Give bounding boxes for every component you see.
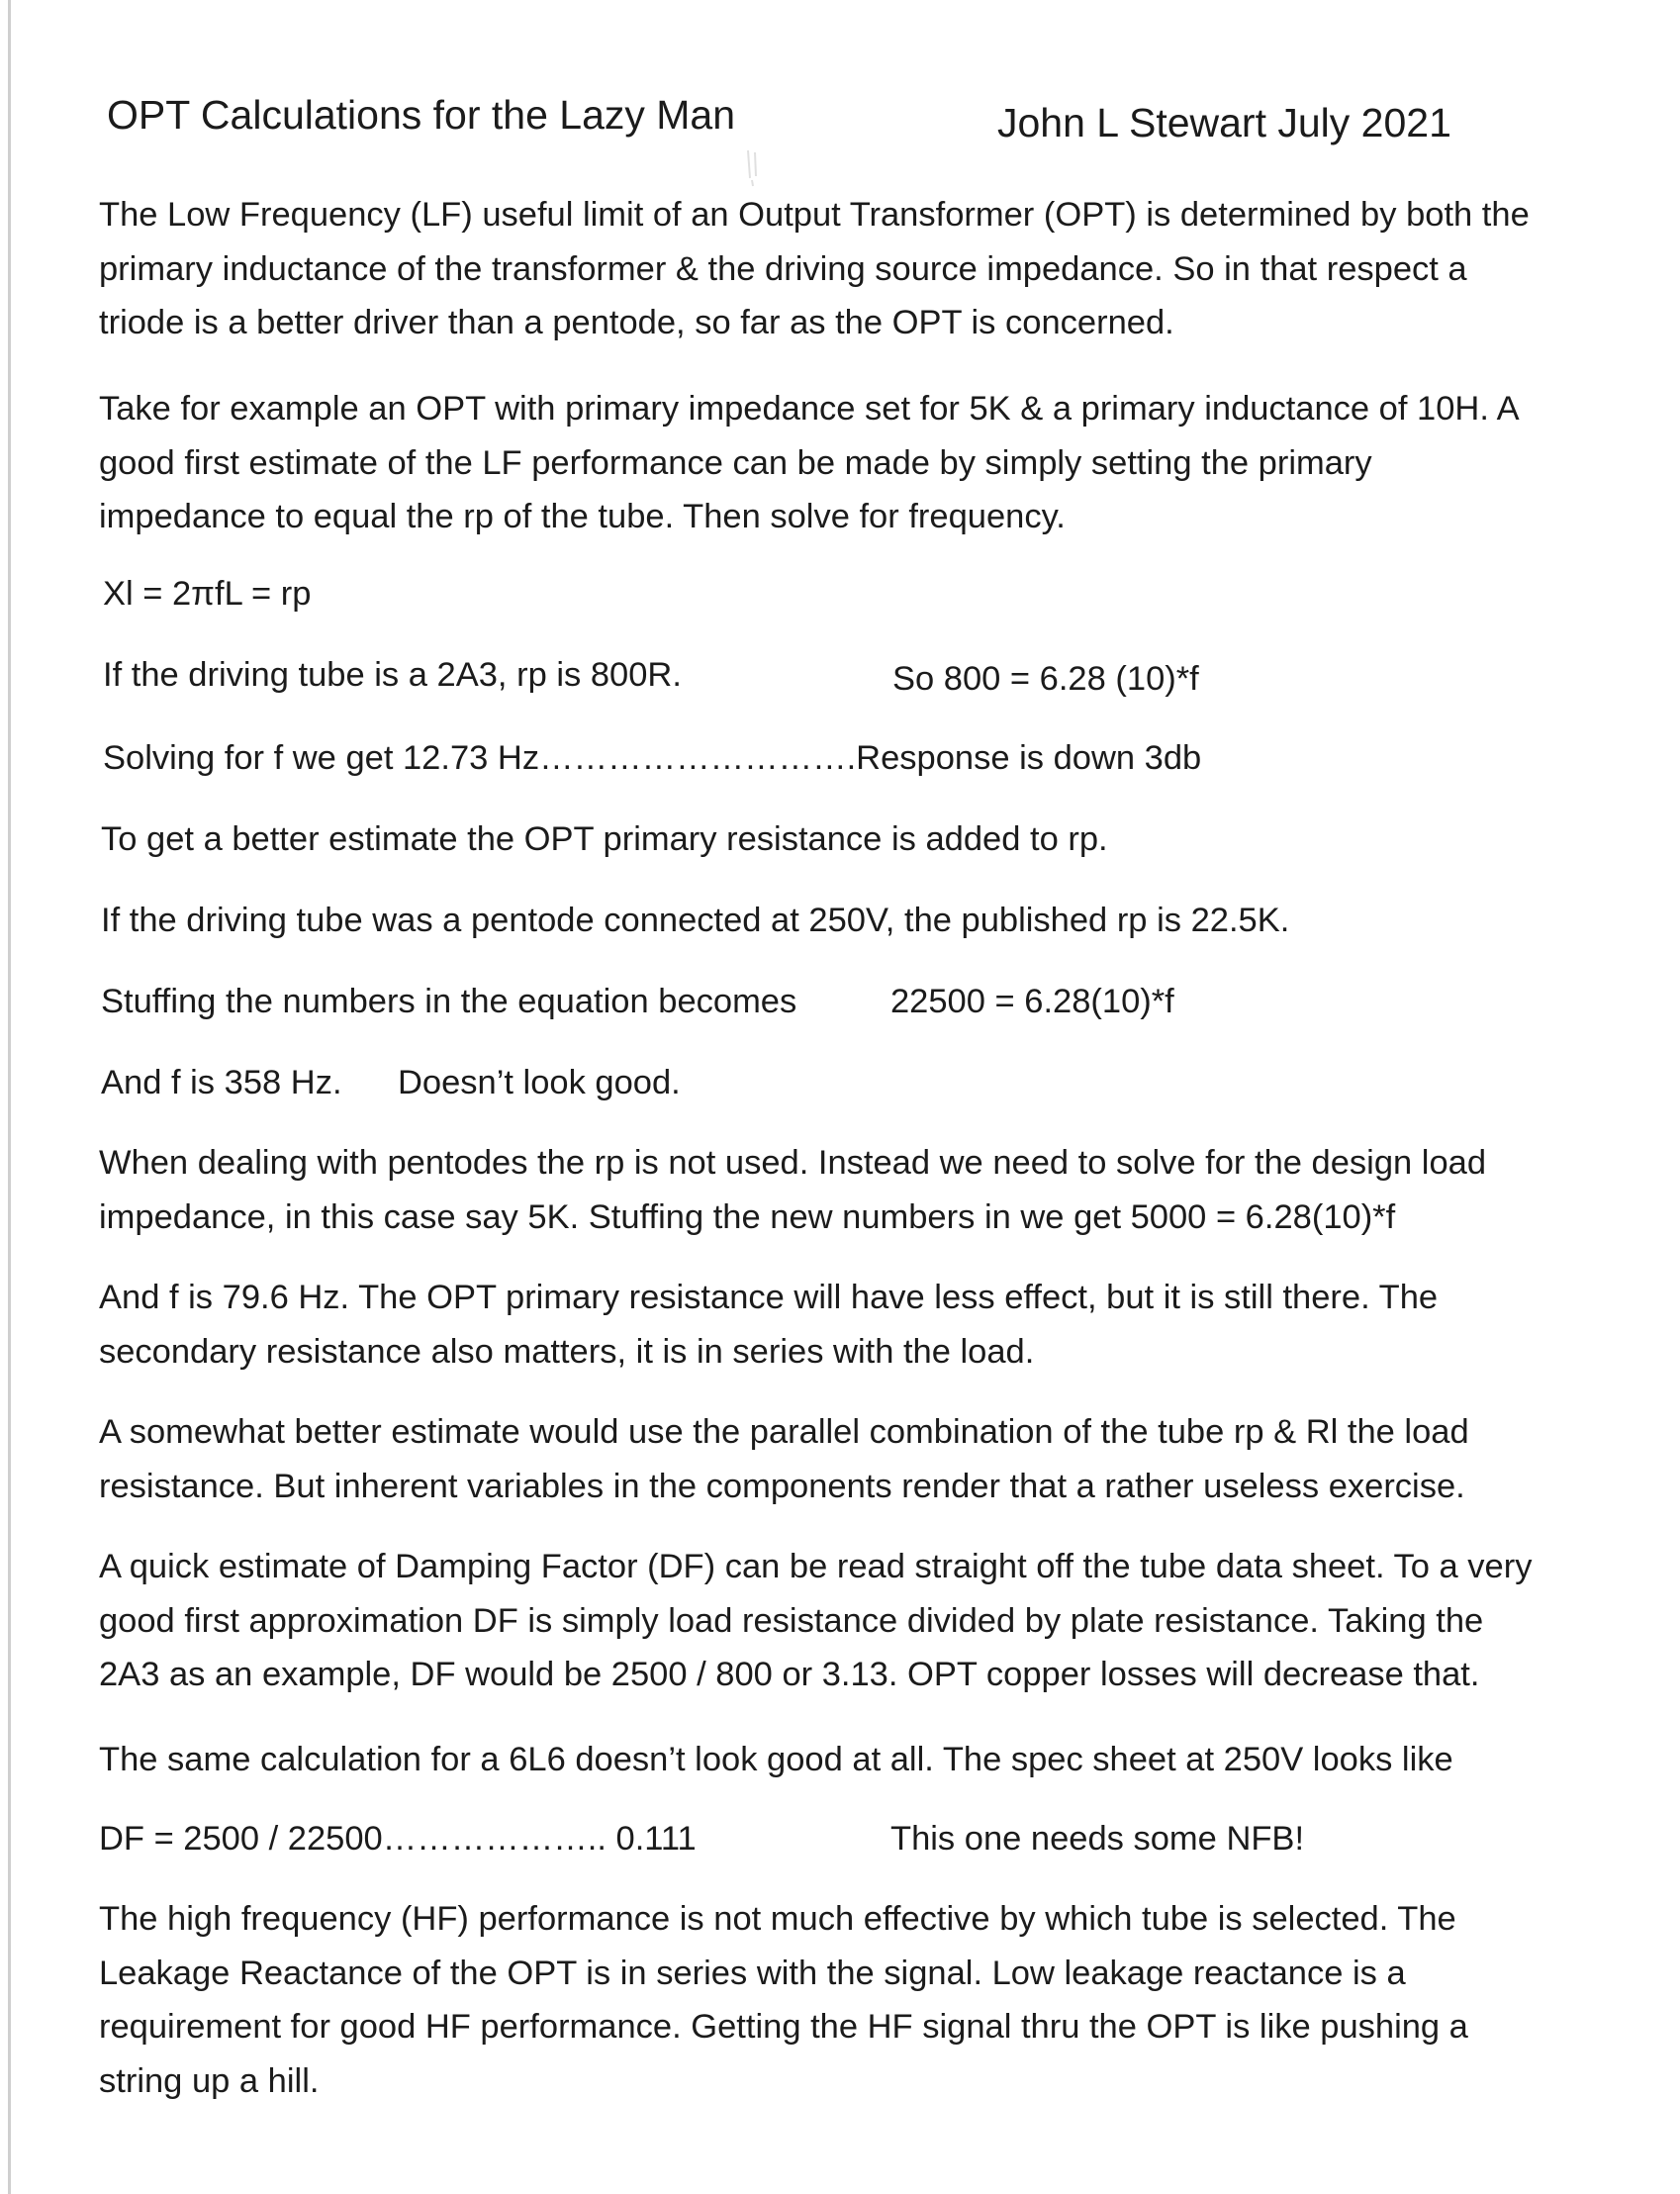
text-line: good first approximation DF is simply load resistance divided by plate resistance. Taking the <box>99 1601 1484 1640</box>
solve-frequency-line: Solving for f we get 12.73 Hz……………………….Response is down 3db <box>103 739 1202 777</box>
better-estimate-line: To get a better estimate the OPT primary resistance is added to rp. <box>101 820 1108 858</box>
text-line: secondary resistance also matters, it is in series with the load. <box>99 1332 1035 1371</box>
text-line: And f is 79.6 Hz. The OPT primary resistance will have less effect, but it is still there. The <box>99 1279 1439 1316</box>
paragraph-primary-resistance <box>99 1271 1623 1379</box>
paragraph-damping-factor <box>99 1540 1623 1702</box>
pentode-verdict: Doesn’t look good. <box>398 1064 681 1101</box>
author-date: John L Stewart July 2021 <box>997 100 1451 145</box>
pentode-equation: 22500 = 6.28(10)*f <box>890 983 1174 1020</box>
pentode-result: And f is 358 Hz. <box>101 1064 342 1101</box>
triode-equation: So 800 = 6.28 (10)*f <box>892 660 1199 698</box>
paragraph-example <box>99 382 1623 544</box>
text-line: string up a hill. <box>99 2061 320 2100</box>
text-line: impedance to equal the rp of the tube. Then solve for frequency. <box>99 498 1066 535</box>
scan-artifact-mark <box>744 148 762 188</box>
text-line: 2A3 as an example, DF would be 2500 / 800 or 3.13. OPT copper losses will decrease that. <box>99 1656 1480 1693</box>
text-line: triode is a better driver than a pentode, so far as the OPT is concerned. <box>99 304 1174 341</box>
six-l-six-line: The same calculation for a 6L6 doesn’t look good at all. The spec sheet at 250V looks like <box>99 1741 1453 1778</box>
paragraph-parallel-estimate <box>99 1405 1623 1513</box>
text-line: requirement for good HF performance. Getting the HF signal thru the OPT is like pushing a <box>99 2008 1468 2046</box>
text-line: Leakage Reactance of the OPT is in series with the signal. Low leakage reactance is a <box>99 1954 1406 1992</box>
triode-rp-text: If the driving tube is a 2A3, rp is 800R. <box>103 656 682 694</box>
df-calculation: DF = 2500 / 22500……………….. 0.111 <box>99 1820 697 1858</box>
text-line: A quick estimate of Damping Factor (DF) can be read straight off the tube data sheet. To a very <box>99 1548 1533 1585</box>
text-line: good first estimate of the LF performance can be made by simply setting the primary <box>99 443 1372 482</box>
text-line: resistance. But inherent variables in the components render that a rather useless exercise. <box>99 1467 1465 1505</box>
equation-reactance: Xl = 2πfL = rp <box>103 575 312 613</box>
paragraph-hf-performance <box>99 1892 1623 2108</box>
text-line: primary inductance of the transformer & the driving source impedance. So in that respect a <box>99 249 1467 288</box>
paragraph-pentode-load <box>99 1136 1623 1244</box>
pentode-rp-line: If the driving tube was a pentode connected at 250V, the published rp is 22.5K. <box>101 902 1290 939</box>
text-line: impedance, in this case say 5K. Stuffing the new numbers in we get 5000 = 6.28(10)*f <box>99 1197 1396 1236</box>
stuffing-text: Stuffing the numbers in the equation becomes <box>101 983 797 1020</box>
paragraph-lf-limit <box>99 188 1623 350</box>
nfb-note: This one needs some NFB! <box>890 1820 1305 1858</box>
text-line: The Low Frequency (LF) useful limit of an Output Transformer (OPT) is determined by both the <box>99 196 1530 234</box>
text-line: When dealing with pentodes the rp is not used. Instead we need to solve for the design load <box>99 1144 1487 1182</box>
text-line: Take for example an OPT with primary impedance set for 5K & a primary inductance of 10H. A <box>99 390 1520 428</box>
document-title: OPT Calculations for the Lazy Man <box>107 92 736 138</box>
text-line: A somewhat better estimate would use the parallel combination of the tube rp & Rl the load <box>99 1413 1469 1451</box>
text-line: The high frequency (HF) performance is not much effective by which tube is selected. The <box>99 1900 1456 1938</box>
